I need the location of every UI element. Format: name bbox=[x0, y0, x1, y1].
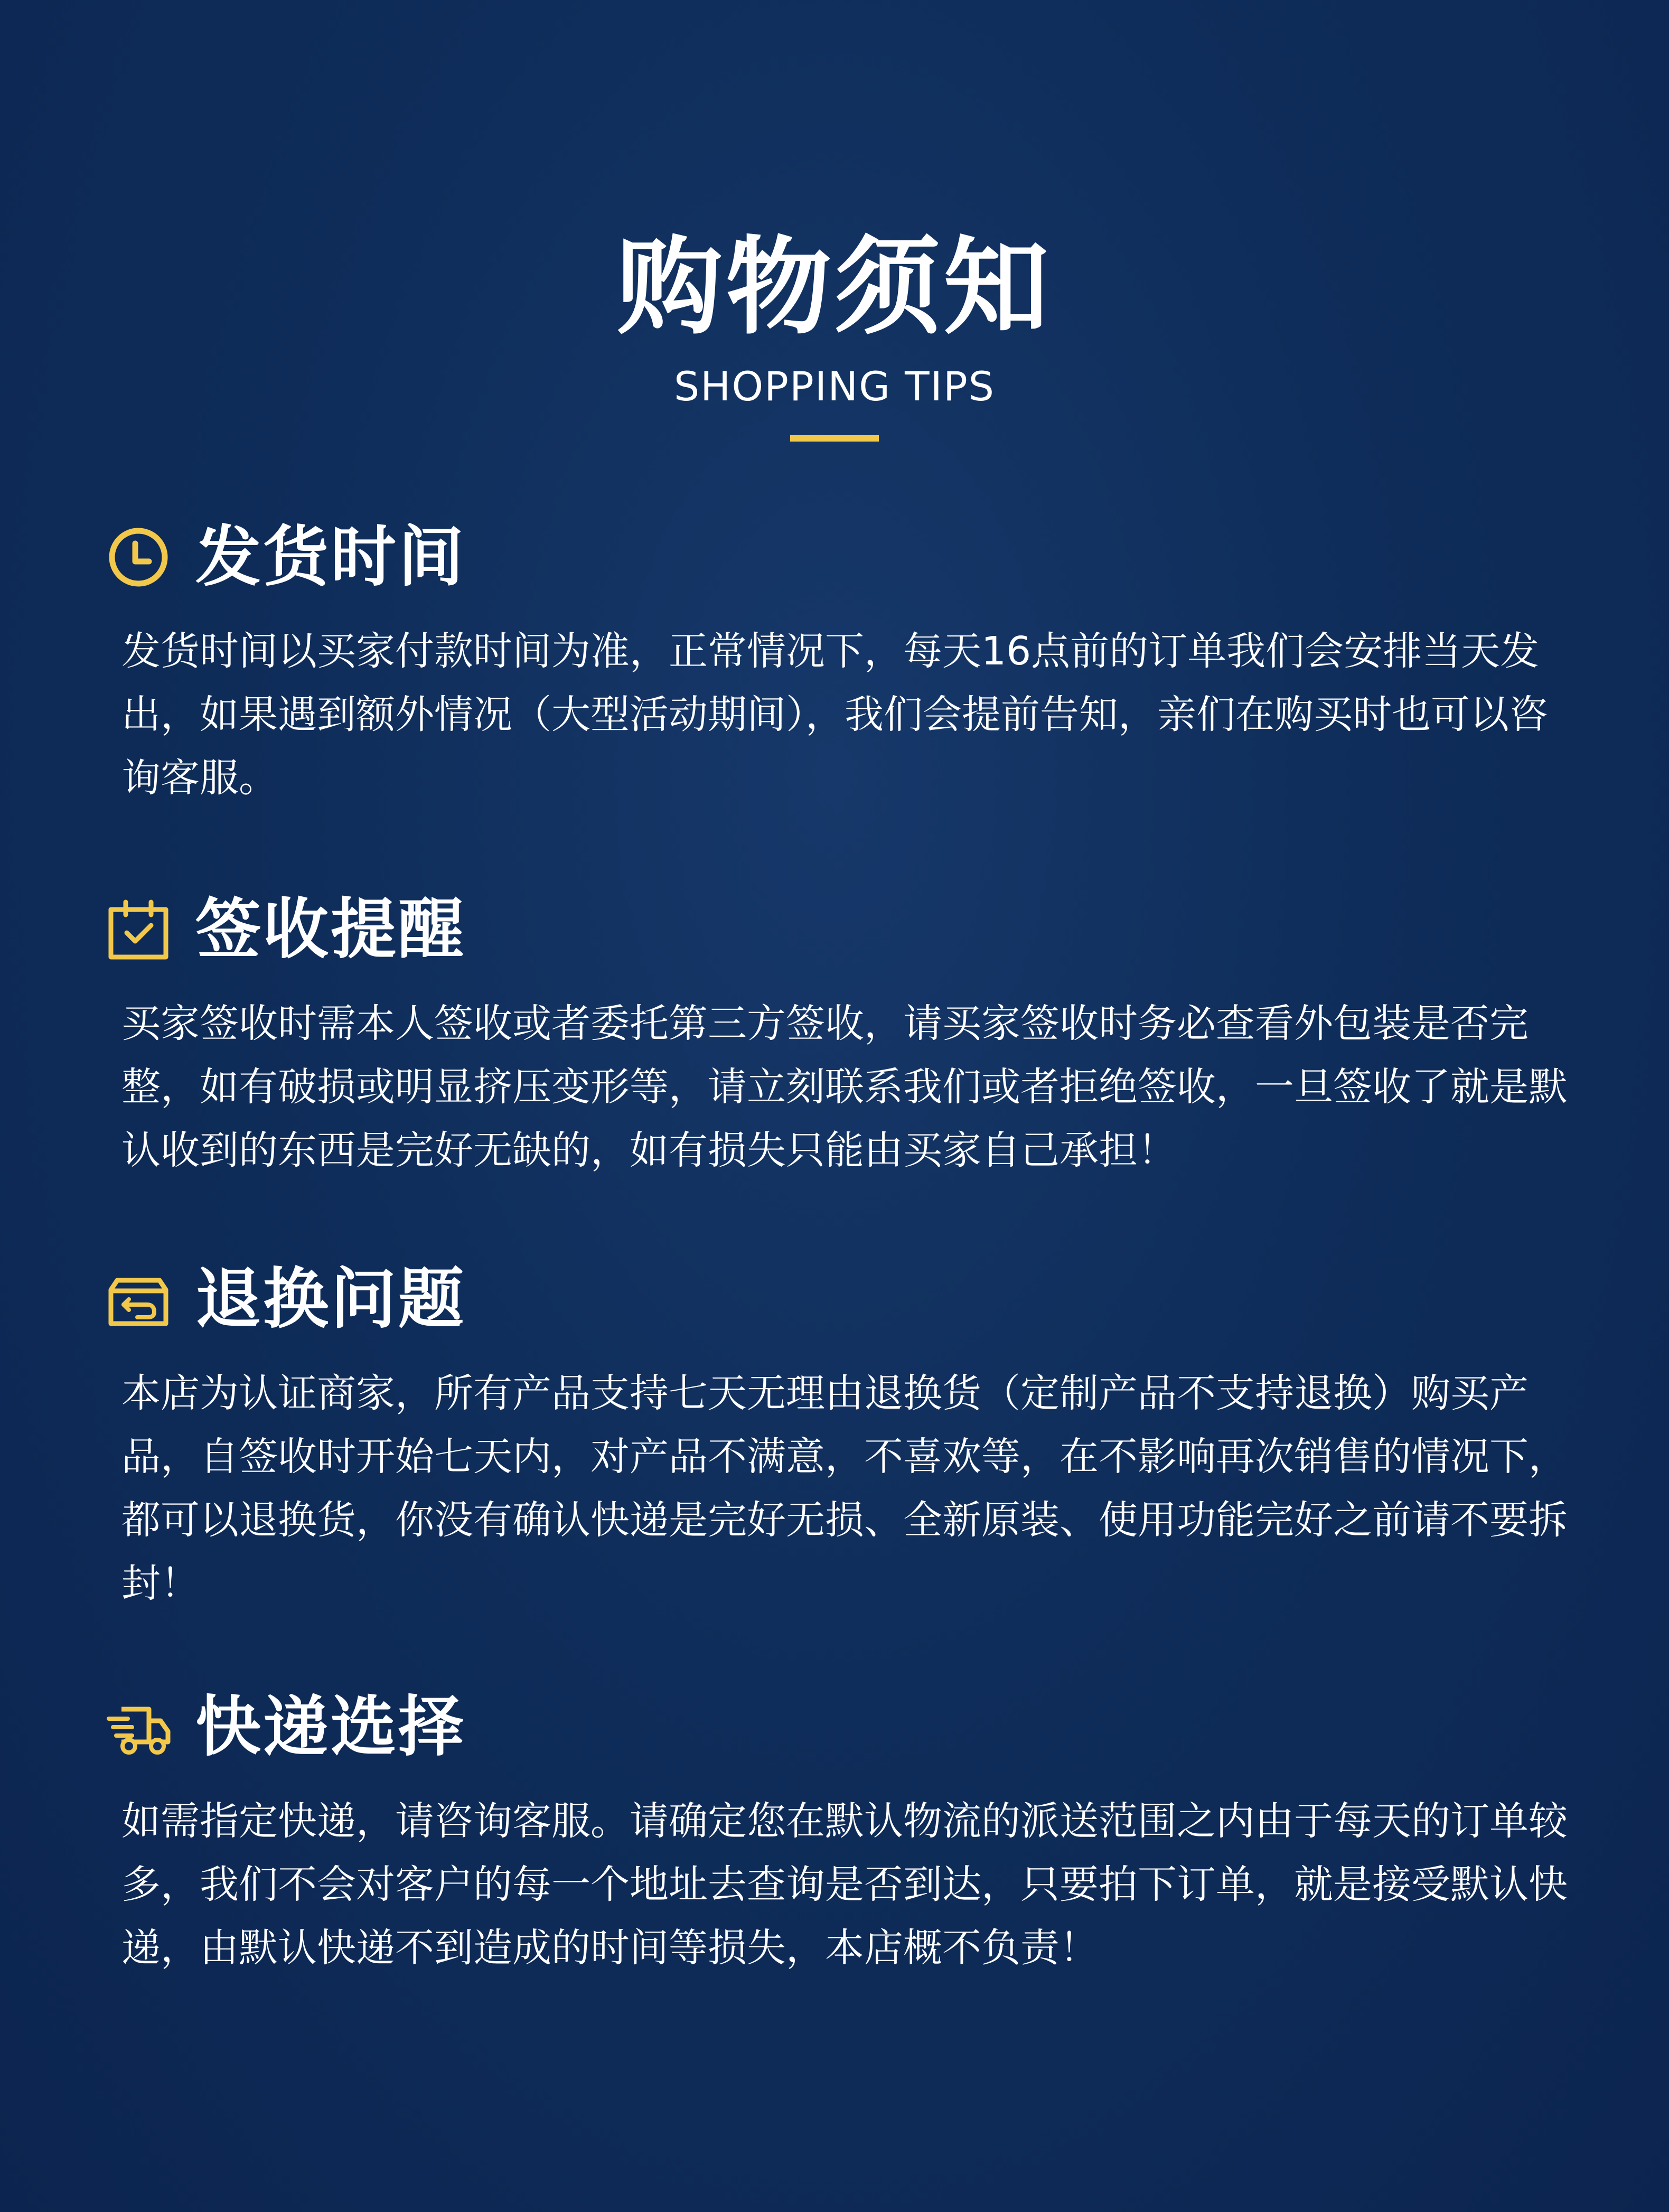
section-body: 如需指定快递，请咨询客服。请确定您在默认物流的派送范围之内由于每天的订单较多，我们不会对客户的每一个地址去查询是否到达，只要拍下订单，就是接受默认快递，由默认快递不到造成的时间等损失，本店概不负责！ bbox=[121, 1798, 1568, 1971]
page-subtitle: SHOPPING TIPS bbox=[673, 363, 996, 410]
section-courier-choice bbox=[106, 1685, 1568, 1980]
section-header bbox=[106, 1685, 1563, 1769]
section-receipt-reminder bbox=[106, 887, 1568, 1182]
section-title: 签收提醒 bbox=[195, 892, 466, 968]
section-title: 退换问题 bbox=[195, 1261, 466, 1337]
delivery-truck-icon bbox=[106, 1694, 171, 1760]
section-header bbox=[106, 887, 1563, 972]
return-box-icon bbox=[106, 1267, 171, 1332]
section-title: 快递选择 bbox=[195, 1689, 466, 1765]
section-body: 本店为认证商家，所有产品支持七天无理由退换货（定制产品不支持退换）购买产品，自签收时开始七天内，对产品不满意，不喜欢等，在不影响再次销售的情况下，都可以退换货，你没有确认快递是完好无损、全新原装、使用功能完好之前请不要拆封！ bbox=[121, 1371, 1568, 1606]
title-underline bbox=[790, 435, 879, 442]
section-body: 买家签收时需本人签收或者委托第三方签收，请买家签收时务必查看外包装是否完整，如有破损或明显挤压变形等，请立刻联系我们或者拒绝签收，一旦签收了就是默认收到的东西是完好无缺的，如有损失只能由买家自己承担！ bbox=[121, 1001, 1568, 1173]
clock-icon bbox=[106, 524, 171, 590]
section-returns bbox=[106, 1257, 1568, 1615]
section-header bbox=[106, 515, 1563, 599]
section-body: 发货时间以买家付款时间为准，正常情况下，每天16点前的订单我们会安排当天发出，如果遇到额外情况（大型活动期间），我们会提前告知，亲们在购买时也可以咨询客服。 bbox=[121, 629, 1548, 801]
section-title: 发货时间 bbox=[195, 519, 466, 595]
page-header bbox=[0, 222, 1669, 442]
section-header bbox=[106, 1257, 1563, 1342]
calendar-check-icon bbox=[106, 897, 171, 962]
page-title: 购物须知 bbox=[616, 226, 1052, 349]
section-shipping-time bbox=[106, 515, 1563, 810]
